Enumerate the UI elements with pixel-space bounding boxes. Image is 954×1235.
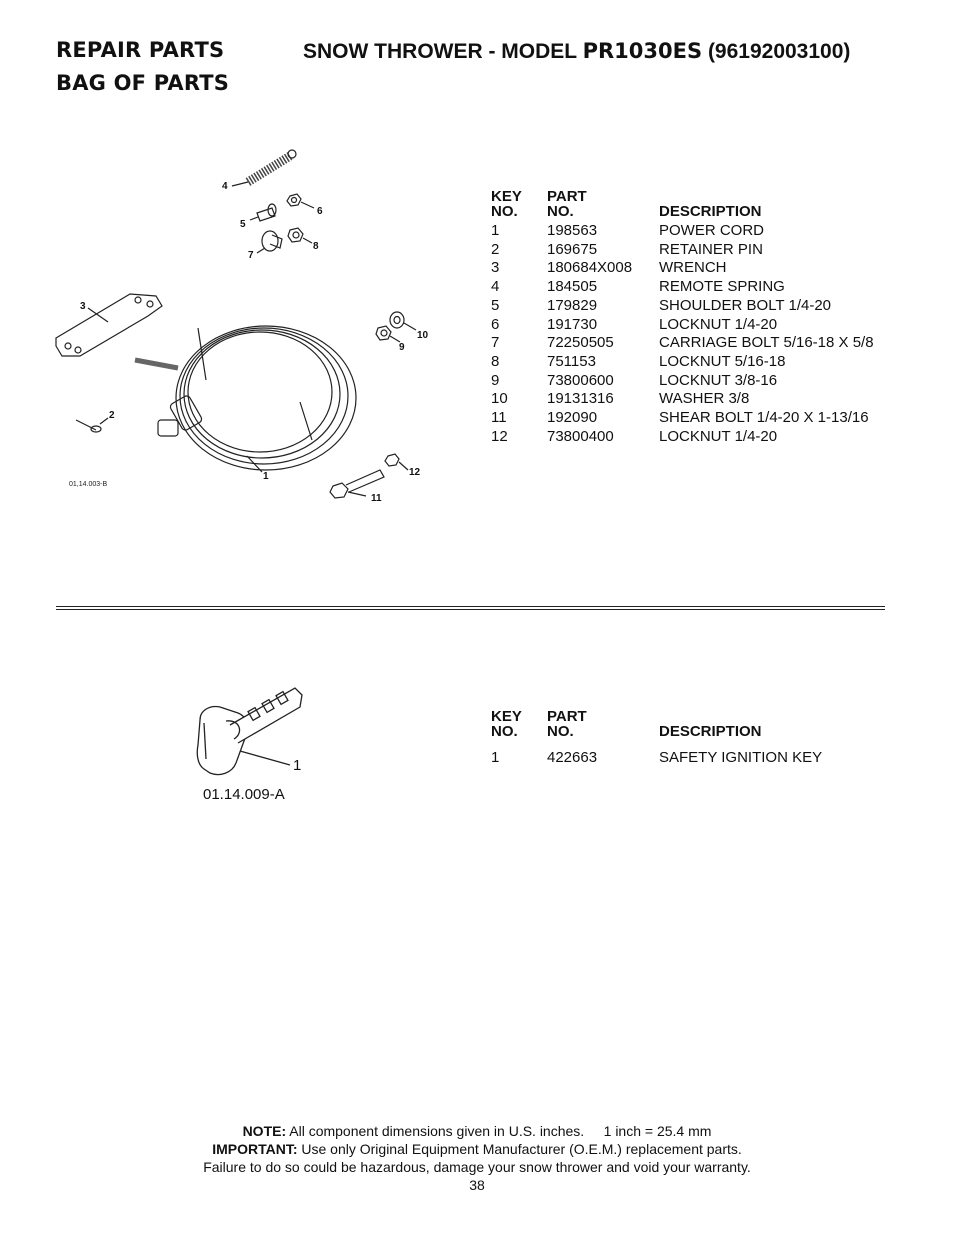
description-cell: SHEAR BOLT 1/4-20 X 1-13/16 — [659, 409, 869, 427]
table-row — [491, 334, 899, 353]
callout-2: 2 — [109, 410, 115, 421]
bag-of-parts-illustration — [50, 140, 450, 510]
description-cell: RETAINER PIN — [659, 240, 763, 258]
table-header-row — [491, 709, 899, 739]
description-cell: POWER CORD — [659, 222, 764, 239]
carriage-bolt-drawing — [257, 231, 282, 253]
description-header: DESCRIPTION — [659, 723, 762, 740]
part-no-cell: 751153 — [547, 352, 596, 370]
key-no-cell: 11 — [491, 409, 507, 427]
description-cell: WASHER 3/8 — [659, 390, 750, 408]
callout-3: 3 — [80, 301, 86, 312]
locknut-12-drawing — [385, 454, 408, 470]
key-no-cell: 7 — [491, 334, 500, 352]
conversion-text: 1 inch = 25.4 mm — [603, 1123, 712, 1139]
important-text: Use only Original Equipment Manufacturer (O.E.M.) replacement parts. — [301, 1141, 742, 1157]
description-cell: LOCKNUT 5/16-18 — [659, 352, 786, 370]
callout-5: 5 — [240, 219, 246, 230]
remote-spring-drawing — [232, 150, 296, 186]
key-no-cell: 12 — [491, 427, 508, 445]
key-no-header: KEY NO. — [491, 188, 522, 220]
footer-note — [0, 1122, 954, 1141]
washer-10-drawing — [390, 312, 416, 330]
title-prefix: SNOW THROWER - MODEL — [303, 40, 577, 63]
ignition-figure-id: 01.14.009-A — [203, 786, 285, 803]
table-row — [491, 316, 899, 335]
section-divider — [56, 606, 885, 607]
table-row — [491, 222, 899, 241]
key-no-cell: 3 — [491, 259, 500, 277]
repair-parts-heading: REPAIR PARTS — [56, 38, 225, 62]
key-no-header: KEY NO. — [491, 708, 522, 740]
part-no-cell: 72250505 — [547, 334, 614, 352]
table-row — [491, 259, 899, 278]
wrench-drawing — [56, 294, 162, 356]
section-divider-2 — [56, 609, 885, 610]
bag-figure-id: 01,14.003-B — [69, 481, 108, 488]
callout-9: 9 — [399, 342, 405, 353]
part-no-cell: 422663 — [547, 749, 598, 766]
bag-parts-table — [491, 187, 899, 446]
footer-important — [0, 1140, 954, 1159]
table-row — [491, 372, 899, 391]
description-cell: SAFETY IGNITION KEY — [659, 749, 823, 766]
part-no-cell: 73800400 — [547, 427, 614, 445]
note-label: NOTE: — [242, 1123, 287, 1139]
part-no-header: PART NO. — [547, 188, 587, 220]
section-heading: BAG OF PARTS — [56, 71, 230, 95]
callout-8: 8 — [313, 241, 319, 252]
table-header-row — [491, 187, 899, 219]
key-no-cell: 1 — [491, 749, 500, 766]
callout-7: 7 — [248, 250, 254, 261]
model-name: PR1030ES — [582, 39, 703, 63]
callout-1: 1 — [263, 471, 269, 482]
locknut-8-drawing — [288, 228, 312, 243]
key-no-cell: 9 — [491, 371, 500, 389]
important-label: IMPORTANT: — [212, 1141, 298, 1157]
table-row — [491, 390, 899, 409]
key-no-cell: 8 — [491, 352, 500, 370]
locknut-6-drawing — [287, 194, 314, 208]
description-cell: CARRIAGE BOLT 5/16-18 X 5/8 — [659, 334, 874, 352]
key-no-cell: 1 — [491, 222, 500, 239]
part-no-cell: 192090 — [547, 409, 598, 427]
callout-4: 4 — [222, 181, 228, 192]
part-no-cell: 184505 — [547, 278, 598, 296]
description-cell: WRENCH — [659, 259, 727, 277]
table-row — [491, 241, 899, 260]
note-text: All component dimensions given in U.S. inches. — [289, 1123, 585, 1139]
description-cell: LOCKNUT 3/8-16 — [659, 371, 778, 389]
callout-11: 11 — [371, 493, 382, 504]
table-row — [491, 297, 899, 316]
key-no-cell: 6 — [491, 315, 500, 333]
page-number: 38 — [469, 1177, 485, 1193]
description-header: DESCRIPTION — [659, 203, 762, 220]
part-no-cell: 179829 — [547, 296, 598, 314]
part-no-cell: 180684X008 — [547, 259, 633, 277]
key-no-cell: 10 — [491, 390, 508, 408]
model-number: (96192003100) — [707, 40, 851, 63]
key-no-cell: 4 — [491, 278, 500, 296]
description-cell: LOCKNUT 1/4-20 — [659, 315, 778, 333]
part-no-cell: 198563 — [547, 222, 598, 239]
table-row — [491, 409, 899, 428]
part-no-header: PART NO. — [547, 708, 587, 740]
shoulder-bolt-drawing — [250, 204, 276, 221]
part-no-cell: 169675 — [547, 240, 598, 258]
callout-6: 6 — [317, 206, 323, 217]
page-title — [303, 39, 850, 64]
power-cord-drawing — [135, 326, 356, 472]
ignition-callout-1: 1 — [293, 757, 302, 774]
description-cell: LOCKNUT 1/4-20 — [659, 427, 778, 445]
part-no-cell: 73800600 — [547, 371, 614, 389]
description-cell: SHOULDER BOLT 1/4-20 — [659, 296, 832, 314]
part-no-cell: 19131316 — [547, 390, 614, 408]
table-row — [491, 749, 899, 768]
retainer-pin-drawing — [76, 418, 108, 432]
footer-warning: Failure to do so could be hazardous, damage your snow thrower and void your warranty. — [203, 1159, 751, 1175]
key-no-cell: 5 — [491, 296, 500, 314]
ignition-key-table — [491, 709, 899, 768]
part-no-cell: 191730 — [547, 315, 598, 333]
callout-10: 10 — [417, 330, 429, 341]
callout-12: 12 — [409, 467, 421, 478]
table-row — [491, 278, 899, 297]
description-cell: REMOTE SPRING — [659, 278, 785, 296]
table-row — [491, 353, 899, 372]
key-no-cell: 2 — [491, 240, 500, 258]
table-row — [491, 428, 899, 447]
